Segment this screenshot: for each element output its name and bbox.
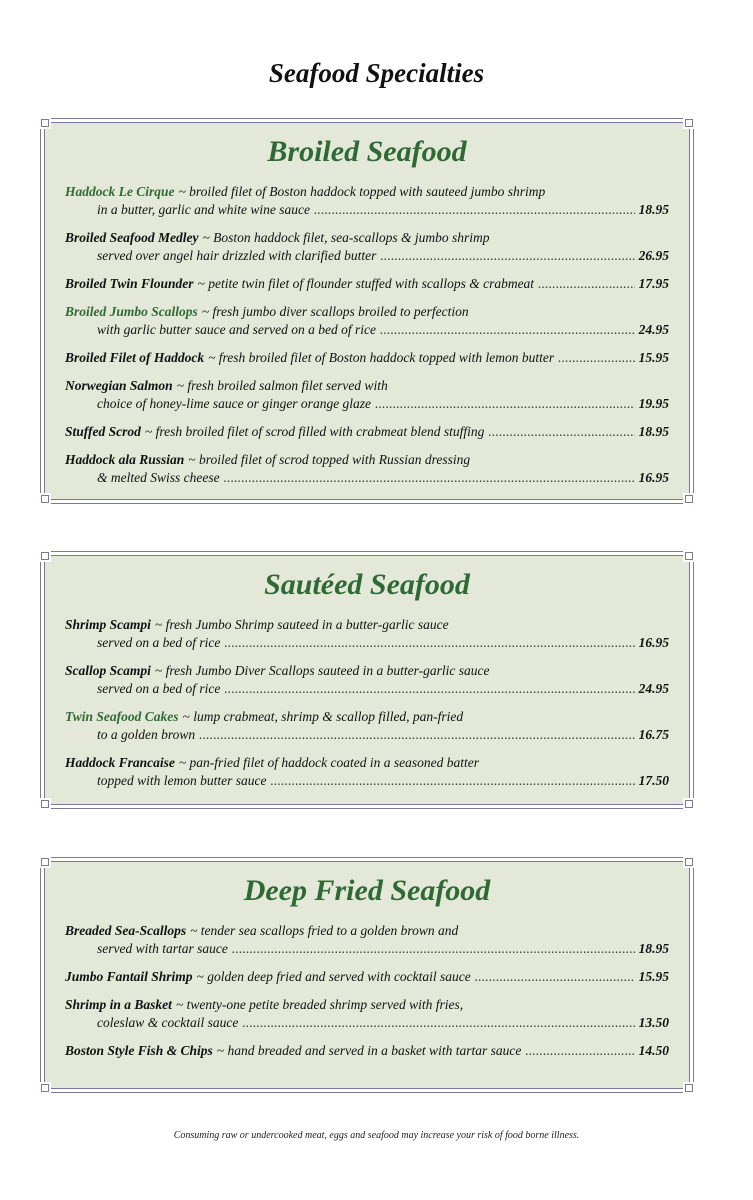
menu-item-description: coleslaw & cocktail sauce: [97, 1015, 239, 1030]
menu-item-line: [65, 303, 669, 321]
menu-item-line: [65, 968, 669, 986]
corner-ornament: [683, 856, 695, 868]
corner-ornament: [39, 1082, 51, 1094]
menu-item-line: [65, 940, 669, 958]
menu-item-description: ~ fresh broiled filet of Boston haddock topped with lemon butter: [208, 350, 555, 365]
menu-item-description: ~ broiled filet of scrod topped with Russian dressing: [188, 452, 471, 467]
menu-item-description: served over angel hair drizzled with clarified butter: [97, 248, 377, 263]
dot-leader: [224, 634, 634, 652]
menu-item-description: ~ golden deep fried and served with cocktail sauce: [196, 969, 471, 984]
menu-item-name: Stuffed Scrod: [65, 424, 141, 439]
menu-item: [45, 996, 689, 1032]
menu-section-sauteed: [44, 555, 690, 805]
menu-item-price: 16.95: [638, 635, 669, 650]
menu-item-description: served on a bed of rice: [97, 635, 221, 650]
section-title: Broiled Seafood: [267, 135, 467, 168]
menu-item-line: [65, 922, 669, 940]
dot-leader: [525, 1042, 634, 1060]
corner-ornament: [683, 550, 695, 562]
dot-leader: [270, 772, 634, 790]
menu-item: [45, 349, 689, 367]
menu-item: [45, 754, 689, 790]
dot-leader: [314, 201, 635, 219]
menu-item-name: Haddock Francaise: [65, 755, 175, 770]
menu-item: [45, 922, 689, 958]
menu-section-broiled: [44, 122, 690, 500]
menu-item-line: [65, 321, 669, 339]
dot-leader: [224, 680, 634, 698]
menu-item-description: ~ twenty-one petite breaded shrimp served with fries,: [175, 997, 464, 1012]
section-title: Sautéed Seafood: [264, 568, 470, 601]
menu-item-description: topped with lemon butter sauce: [97, 773, 267, 788]
dot-leader: [488, 423, 634, 441]
corner-ornament: [683, 1082, 695, 1094]
menu-item-name: Boston Style Fish & Chips: [65, 1043, 213, 1058]
menu-item-price: 13.50: [638, 1015, 669, 1030]
menu-item-price: 15.95: [638, 969, 669, 984]
corner-ornament: [683, 117, 695, 129]
menu-item: [45, 423, 689, 441]
menu-item-line: [65, 708, 669, 726]
dot-leader: [558, 349, 634, 367]
corner-ornament: [683, 493, 695, 505]
dot-leader: [242, 1014, 634, 1032]
menu-item-price: 16.75: [638, 727, 669, 742]
dot-leader: [538, 275, 635, 293]
menu-item-name: Broiled Jumbo Scallops: [65, 304, 198, 319]
menu-item: [45, 968, 689, 986]
corner-ornament: [39, 856, 51, 868]
menu-item-name: Broiled Seafood Medley: [65, 230, 199, 245]
section-title: Deep Fried Seafood: [243, 874, 491, 907]
dot-leader: [475, 968, 635, 986]
menu-item: [45, 275, 689, 293]
menu-item-description: ~ fresh broiled filet of scrod filled with crabmeat blend stuffing: [144, 424, 485, 439]
menu-item-description: & melted Swiss cheese: [97, 470, 220, 485]
menu-item-description: ~ fresh Jumbo Shrimp sauteed in a butter-garlic sauce: [154, 617, 449, 632]
menu-item-description: with garlic butter sauce and served on a bed of rice: [97, 322, 376, 337]
menu-item-line: [65, 275, 669, 293]
menu-item-price: 18.95: [638, 202, 669, 217]
menu-item-description: ~ broiled filet of Boston haddock topped with sauteed jumbo shrimp: [178, 184, 546, 199]
menu-item-name: Haddock ala Russian: [65, 452, 185, 467]
menu-item-name: Broiled Filet of Haddock: [65, 350, 205, 365]
menu-item-price: 18.95: [638, 941, 669, 956]
menu-item-line: [65, 772, 669, 790]
menu-item-price: 26.95: [638, 248, 669, 263]
menu-item-price: 16.95: [638, 470, 669, 485]
dot-leader: [199, 726, 634, 744]
corner-ornament: [39, 117, 51, 129]
menu-item-line: [65, 183, 669, 201]
menu-item-line: [65, 201, 669, 219]
menu-item-price: 15.95: [638, 350, 669, 365]
dot-leader: [224, 469, 635, 487]
dot-leader: [380, 321, 635, 339]
menu-item-price: 14.50: [638, 1043, 669, 1058]
menu-item-description: ~ lump crabmeat, shrimp & scallop filled, pan-fried: [182, 709, 464, 724]
menu-item-line: [65, 469, 669, 487]
menu-item-price: 24.95: [638, 681, 669, 696]
menu-item-line: [65, 616, 669, 634]
menu-item-name: Jumbo Fantail Shrimp: [65, 969, 193, 984]
menu-item-name: Haddock Le Cirque: [65, 184, 175, 199]
menu-item-line: [65, 229, 669, 247]
menu-item-name: Norwegian Salmon: [65, 378, 173, 393]
menu-item: [45, 1042, 689, 1060]
menu-item-description: in a butter, garlic and white wine sauce: [97, 202, 310, 217]
menu-item-name: Scallop Scampi: [65, 663, 151, 678]
menu-item-line: [65, 680, 669, 698]
corner-ornament: [39, 798, 51, 810]
dot-leader: [380, 247, 634, 265]
menu-item-line: [65, 451, 669, 469]
dot-leader: [232, 940, 635, 958]
menu-item-description: ~ pan-fried filet of haddock coated in a seasoned batter: [178, 755, 479, 770]
menu-item-line: [65, 1014, 669, 1032]
menu-item-description: ~ Boston haddock filet, sea-scallops & jumbo shrimp: [202, 230, 490, 245]
menu-section-deep-fried: [44, 861, 690, 1089]
menu-item-description: served with tartar sauce: [97, 941, 228, 956]
menu-item-line: [65, 395, 669, 413]
dot-leader: [375, 395, 635, 413]
menu-item: [45, 183, 689, 219]
menu-item-line: [65, 423, 669, 441]
menu-item: [45, 229, 689, 265]
menu-item-price: 19.95: [638, 396, 669, 411]
menu-item-description: ~ hand breaded and served in a basket with tartar sauce: [216, 1043, 522, 1058]
menu-item-price: 17.50: [638, 773, 669, 788]
menu-item-price: 17.95: [638, 276, 669, 291]
menu-item: [45, 708, 689, 744]
menu-item-name: Shrimp in a Basket: [65, 997, 172, 1012]
menu-item-description: to a golden brown: [97, 727, 196, 742]
menu-item-line: [65, 377, 669, 395]
menu-item-name: Twin Seafood Cakes: [65, 709, 179, 724]
menu-item-line: [65, 996, 669, 1014]
menu-item-description: ~ fresh jumbo diver scallops broiled to perfection: [201, 304, 469, 319]
menu-item-line: [65, 754, 669, 772]
menu-item-description: ~ tender sea scallops fried to a golden brown and: [190, 923, 459, 938]
food-safety-disclaimer: Consuming raw or undercooked meat, eggs and seafood may increase your risk of food borne illness.: [173, 1130, 580, 1141]
menu-item-line: [65, 349, 669, 367]
menu-item-description: ~ fresh broiled salmon filet served with: [176, 378, 388, 393]
menu-item-name: Broiled Twin Flounder: [65, 276, 194, 291]
corner-ornament: [683, 798, 695, 810]
menu-item: [45, 451, 689, 487]
menu-item-price: 24.95: [638, 322, 669, 337]
menu-item-line: [65, 247, 669, 265]
menu-item-line: [65, 726, 669, 744]
menu-item-line: [65, 662, 669, 680]
menu-item: [45, 616, 689, 652]
menu-item-name: Shrimp Scampi: [65, 617, 151, 632]
menu-item-description: ~ petite twin filet of flounder stuffed with scallops & crabmeat: [197, 276, 535, 291]
menu-item-name: Breaded Sea-Scallops: [65, 923, 187, 938]
menu-item-description: choice of honey-lime sauce or ginger orange glaze: [97, 396, 372, 411]
menu-item-description: ~ fresh Jumbo Diver Scallops sauteed in a butter-garlic sauce: [154, 663, 490, 678]
menu-item: [45, 303, 689, 339]
menu-item-line: [65, 1042, 669, 1060]
menu-item: [45, 377, 689, 413]
corner-ornament: [39, 493, 51, 505]
corner-ornament: [39, 550, 51, 562]
page-title: Seafood Specialties: [268, 58, 485, 88]
menu-item-price: 18.95: [638, 424, 669, 439]
menu-item: [45, 662, 689, 698]
menu-item-description: served on a bed of rice: [97, 681, 221, 696]
menu-item-line: [65, 634, 669, 652]
